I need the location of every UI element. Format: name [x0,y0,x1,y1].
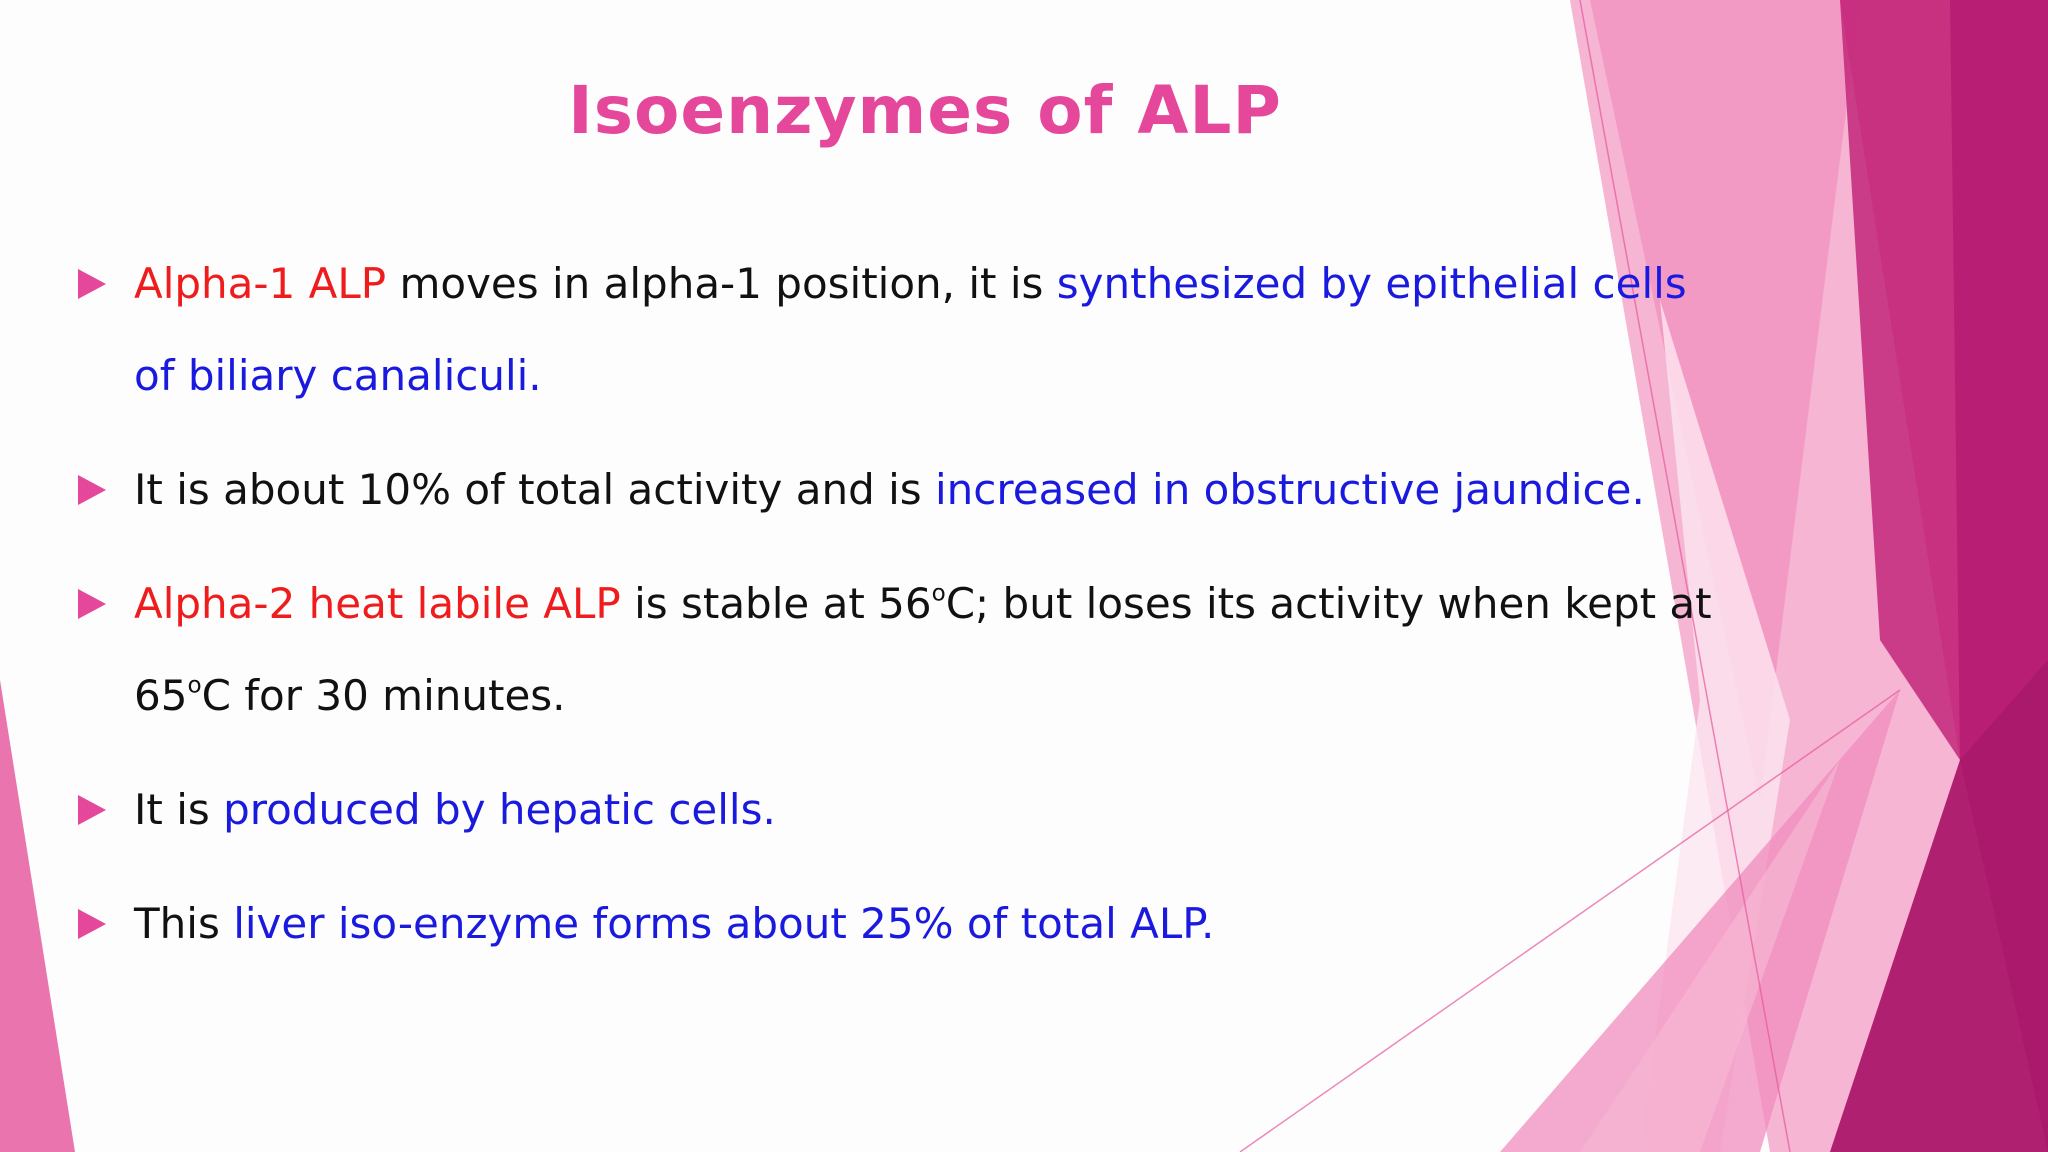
highlight-term: Alpha-2 heat labile ALP [134,579,621,628]
triangle-bullet-icon [78,795,106,825]
bullet-item [78,764,1718,856]
bullet-item [78,558,1718,742]
left-accent-shape [0,680,75,1152]
bullet-item [78,444,1718,536]
bullet-item [78,238,1718,422]
triangle-bullet-icon [78,475,106,505]
degree-superscript: o [931,580,946,607]
bullet-text: C; but loses its activity when kept at 65 [134,579,1712,720]
bullet-item [78,878,1718,970]
triangle-bullet-icon [78,909,106,939]
bullet-text: is stable at 56 [620,579,932,628]
bullet-text: It is about 10% of total activity and is [134,465,935,514]
bullet-text: C for 30 minutes. [201,671,566,720]
highlight-phrase: liver iso-enzyme forms about 25% of total ALP. [233,899,1215,948]
slide-title: Isoenzymes of ALP [568,72,1282,149]
bullet-text: This [134,899,234,948]
triangle-bullet-icon [78,269,106,299]
bullet-text: moves in alpha-1 position, it is [386,259,1057,308]
degree-superscript: o [187,672,202,699]
highlight-phrase: produced by hepatic cells. [223,785,776,834]
bullet-list [78,238,1718,992]
highlight-term: Alpha-1 ALP [134,259,387,308]
highlight-phrase: synthesized by epithelial cells of biliary canaliculi. [134,259,1687,400]
highlight-phrase: increased in obstructive jaundice. [935,465,1645,514]
triangle-bullet-icon [78,589,106,619]
bullet-text: It is [134,785,224,834]
